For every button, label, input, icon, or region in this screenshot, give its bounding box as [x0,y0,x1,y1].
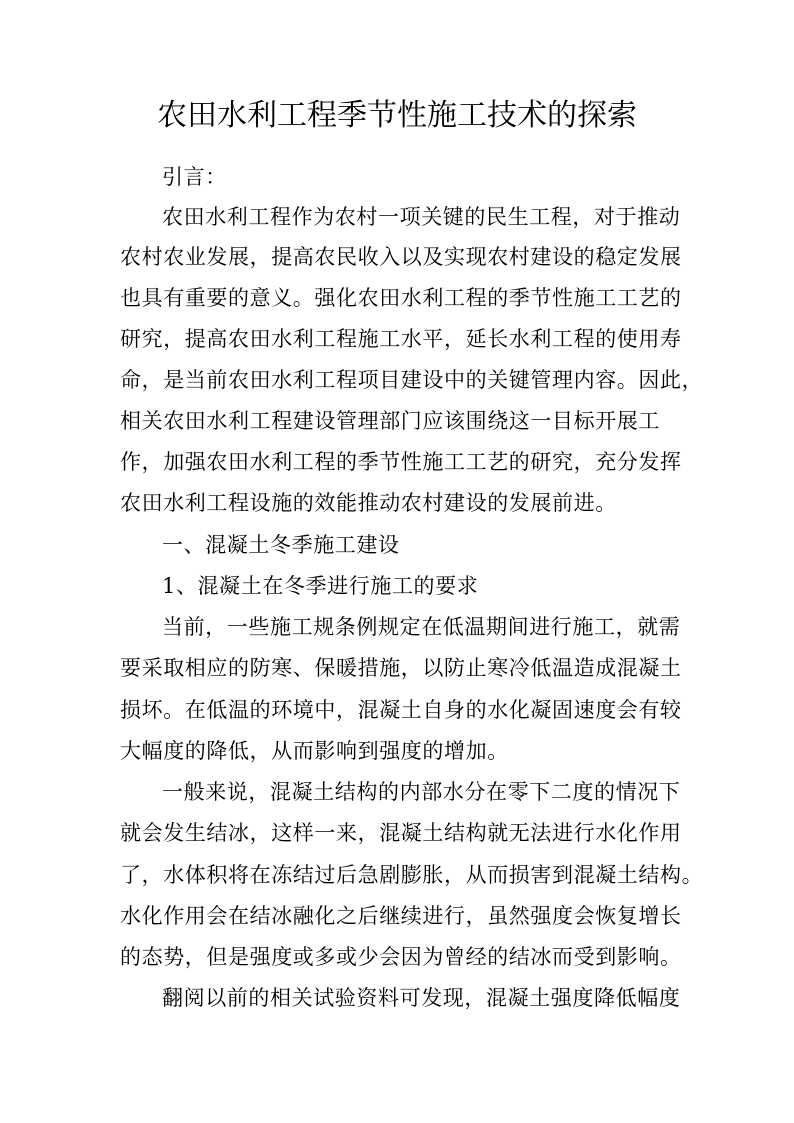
paragraph-line: 大幅度的降低，从而影响到强度的增加。 [120,739,509,763]
paragraph-line: 农村农业发展，提高农民收入以及实现农村建设的稳定发展 [120,245,682,269]
paragraph-line: 相关农田水利工程建设管理部门应该围绕这一目标开展工 [120,409,660,433]
paragraph-line: 要采取相应的防寒、保暖措施，以防止寒冷低温造成混凝土 [120,656,682,680]
paragraph-line: 水化作用会在结冰融化之后继续进行，虽然强度会恢复增长 [120,904,682,928]
paragraph-line: 农田水利工程设施的效能推动农村建设的发展前进。 [120,491,617,515]
paragraph-line: 一般来说，混凝土结构的内部水分在零下二度的情况下 [162,780,681,804]
paragraph-line: 损坏。在低温的环境中，混凝土自身的水化凝固速度会有较 [120,698,682,722]
paragraph-line: 翻阅以前的相关试验资料可发现，混凝土强度降低幅度 [162,986,681,1010]
subsection-heading: 1、混凝土在冬季进行施工的要求 [162,574,479,598]
section-heading: 一、混凝土冬季施工建设 [162,533,400,557]
paragraph-line: 就会发生结冰，这样一来，混凝土结构就无法进行水化作用 [120,821,682,845]
paragraph-line: 农田水利工程作为农村一项关键的民生工程，对于推动 [162,205,681,229]
paragraph-line: 了，水体积将在冻结过后急剧膨胀，从而损害到混凝土结构。 [120,863,704,887]
paragraph-line: 命，是当前农田水利工程项目建设中的关键管理内容。因此， [120,368,704,392]
document-title: 农田水利工程季节性施工技术的探索 [157,98,637,133]
paragraph-line: 作，加强农田水利工程的季节性施工工艺的研究，充分发挥 [120,450,682,474]
paragraph-line: 的态势，但是强度或多或少会因为曾经的结冰而受到影响。 [120,945,682,969]
paragraph-line: 也具有重要的意义。强化农田水利工程的季节性施工工艺的 [120,286,682,310]
intro-heading: 引言： [162,165,227,189]
paragraph-line: 当前，一些施工规条例规定在低温期间进行施工，就需 [162,615,681,639]
paragraph-line: 研究，提高农田水利工程施工水平，延长水利工程的使用寿 [120,327,682,351]
